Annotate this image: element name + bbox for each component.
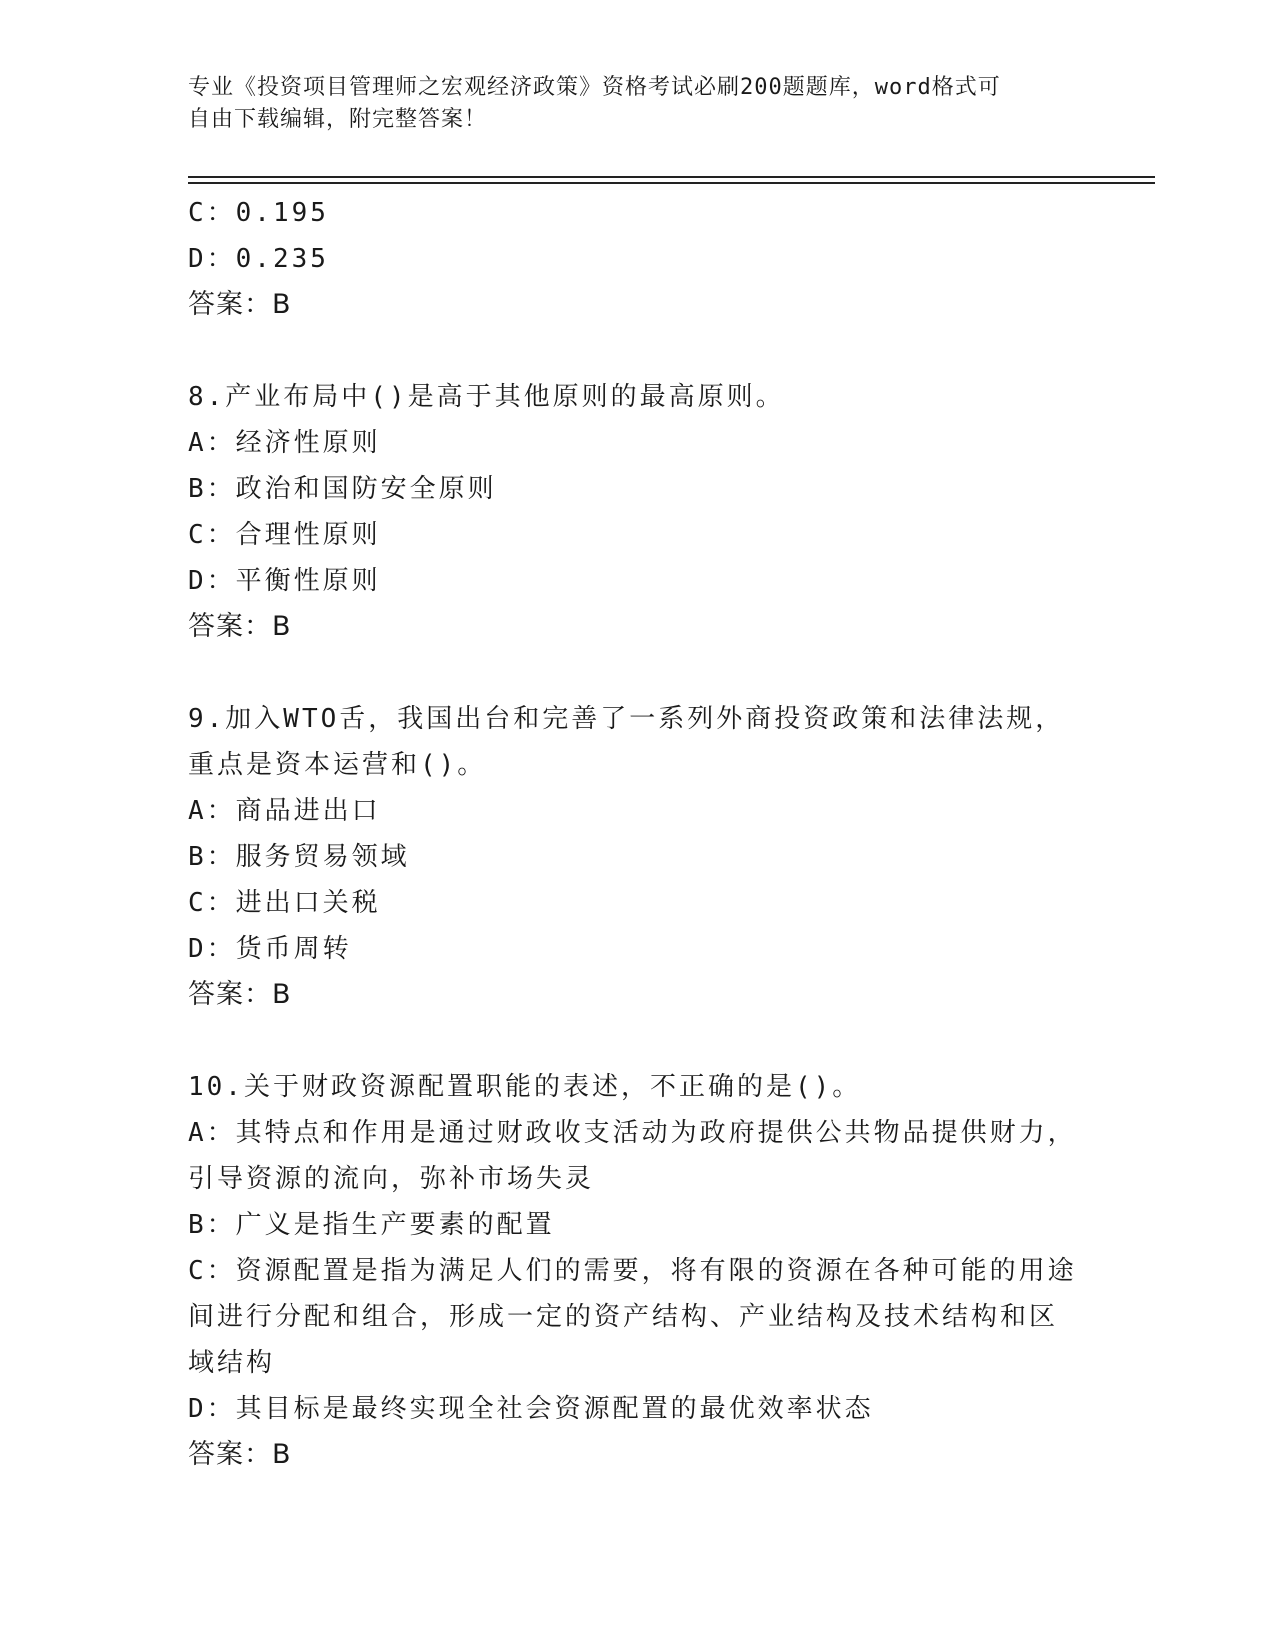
q9-option-b: B：服务贸易领域 <box>188 842 410 872</box>
question-content <box>188 190 1088 1478</box>
q10-question: 10.关于财政资源配置职能的表述，不正确的是()。 <box>188 1072 862 1102</box>
q9-option-a: A：商品进出口 <box>188 796 381 826</box>
q10-option-c-line-1: C：资源配置是指为满足人们的需要，将有限的资源在各种可能的用途 <box>188 1256 1077 1286</box>
spacer <box>188 650 1088 696</box>
document-header <box>188 72 1068 136</box>
q9-answer: 答案：B <box>188 979 292 1010</box>
q10-option-a-line-2: 引导资源的流向，弥补市场失灵 <box>188 1164 595 1194</box>
q8-question: 8.产业布局中()是高于其他原则的最高原则。 <box>188 382 785 412</box>
q10-option-c-line-2: 间进行分配和组合，形成一定的资产结构、产业结构及技术结构和区 <box>188 1302 1059 1332</box>
q9-option-c: C：进出口关税 <box>188 888 381 918</box>
q8-answer: 答案：B <box>188 611 292 642</box>
q9-question-line-2: 重点是资本运营和()。 <box>188 750 487 780</box>
q10-option-c-line-3: 域结构 <box>188 1348 276 1378</box>
q7-option-c: C：0.195 <box>188 198 329 228</box>
q8-option-b: B：政治和国防安全原则 <box>188 474 497 504</box>
q7-option-d: D：0.235 <box>188 244 329 274</box>
question-10 <box>188 1064 1088 1478</box>
q10-answer: 答案：B <box>188 1439 292 1470</box>
question-7-tail <box>188 190 1088 328</box>
q8-option-d: D：平衡性原则 <box>188 566 381 596</box>
spacer <box>188 1018 1088 1064</box>
q10-option-a-line-1: A：其特点和作用是通过财政收支活动为政府提供公共物品提供财力， <box>188 1118 1077 1148</box>
header-divider-top <box>188 176 1155 178</box>
q9-option-d: D：货币周转 <box>188 934 352 964</box>
question-9 <box>188 696 1088 1018</box>
header-line-1: 专业《投资项目管理师之宏观经济政策》资格考试必刷200题题库，word格式可 <box>188 75 1001 100</box>
header-line-2: 自由下载编辑，附完整答案！ <box>188 107 488 132</box>
q8-option-a: A：经济性原则 <box>188 428 381 458</box>
q10-option-b: B：广义是指生产要素的配置 <box>188 1210 555 1240</box>
q8-option-c: C：合理性原则 <box>188 520 381 550</box>
q9-question-line-1: 9.加入WTO舌，我国出台和完善了一系列外商投资政策和法律法规， <box>188 704 1065 734</box>
question-8 <box>188 374 1088 650</box>
spacer <box>188 328 1088 374</box>
q10-option-d: D：其目标是最终实现全社会资源配置的最优效率状态 <box>188 1394 874 1424</box>
header-divider-bottom <box>188 182 1155 184</box>
q7-answer: 答案：B <box>188 289 292 320</box>
